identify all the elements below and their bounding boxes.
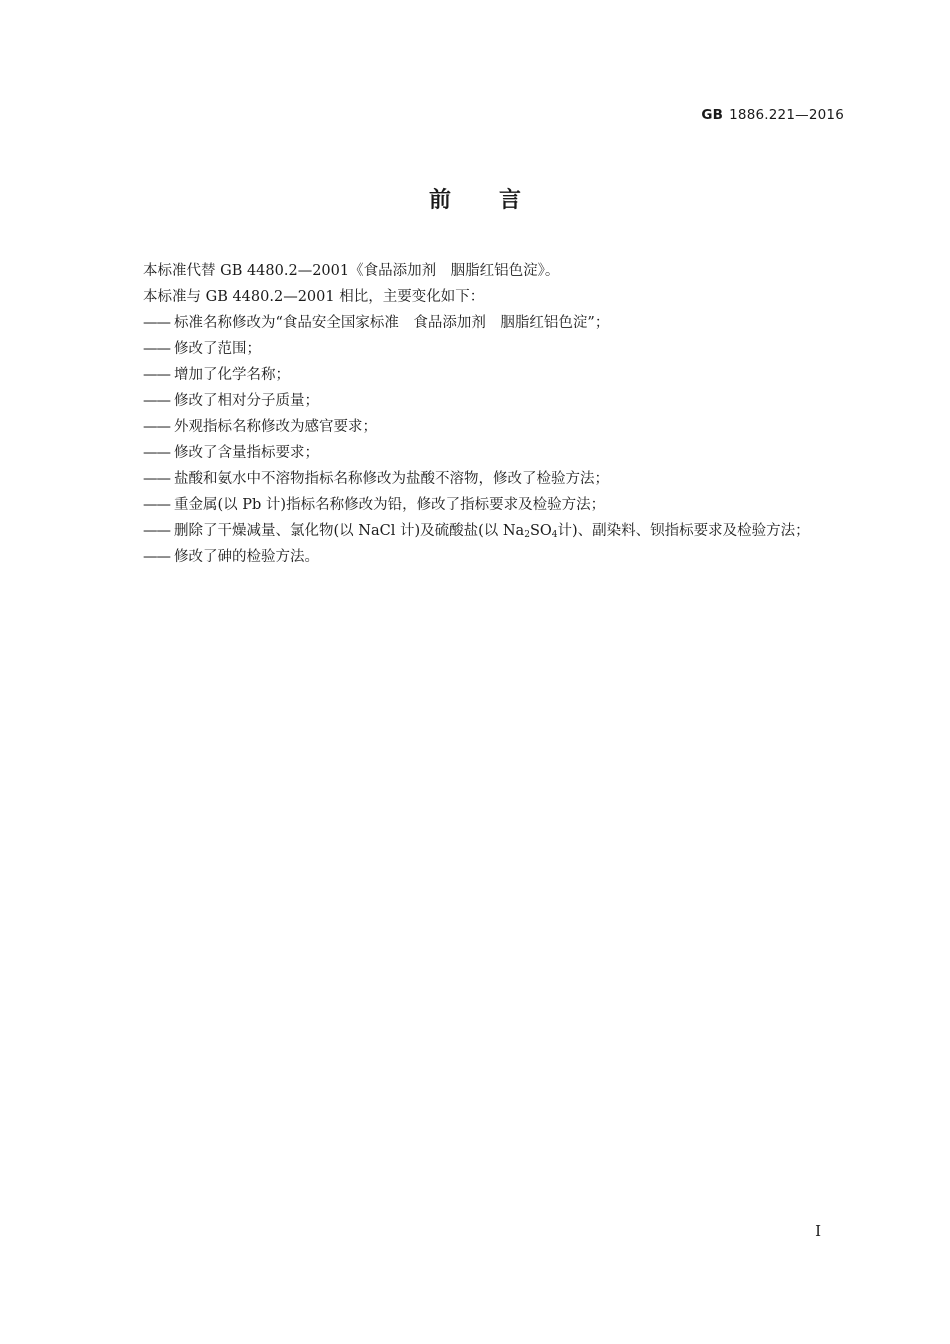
intro-line-2: 本标准与 GB 4480.2—2001 相比，主要变化如下：: [143, 289, 485, 305]
change-item: [143, 310, 845, 336]
dash-marker: ——: [143, 497, 170, 513]
change-item: [143, 492, 845, 518]
page-title: 前言: [428, 188, 569, 213]
change-item: [143, 466, 845, 492]
dash-marker: ——: [143, 471, 170, 487]
dash-marker: ——: [143, 549, 170, 565]
change-text: 修改了相对分子质量；: [174, 393, 319, 409]
change-item: [143, 414, 845, 440]
change-text: 增加了化学名称；: [174, 367, 290, 383]
change-item: [143, 440, 845, 466]
dash-marker: ——: [143, 523, 170, 539]
change-item: [143, 362, 845, 388]
standard-code-header: [701, 107, 844, 123]
subscript-2: 2: [524, 530, 530, 540]
dash-marker: ——: [143, 419, 170, 435]
change-text: [174, 518, 845, 544]
change-text: 重金属(以 Pb 计)指标名称修改为铅，修改了指标要求及检验方法；: [174, 497, 606, 513]
change-text-part3: 计)、副染料、钡指标要求及检验方法；: [557, 523, 810, 539]
standard-number: 1886.221—2016: [729, 107, 844, 123]
change-text-part2: SO: [529, 523, 552, 539]
change-item: [143, 388, 845, 414]
change-text: 外观指标名称修改为感官要求；: [174, 419, 377, 435]
change-item: [143, 544, 845, 570]
page-number: I: [815, 1222, 821, 1240]
change-text: 修改了砷的检验方法。: [174, 549, 319, 565]
foreword-body: [143, 258, 845, 570]
change-text: 盐酸和氨水中不溶物指标名称修改为盐酸不溶物，修改了检验方法；: [174, 471, 609, 487]
change-text: 标准名称修改为“食品安全国家标准 食品添加剂 胭脂红铝色淀”；: [174, 315, 610, 331]
gb-label: GB: [701, 107, 724, 123]
change-text-part1: 删除了干燥减量、氯化物(以 NaCl 计)及硫酸盐(以 Na: [174, 523, 525, 539]
change-item-wrapped: [143, 518, 845, 544]
change-text: 修改了含量指标要求；: [174, 445, 319, 461]
change-text: 修改了范围；: [174, 341, 261, 357]
dash-marker: ——: [143, 445, 170, 461]
dash-marker: ——: [143, 367, 170, 383]
intro-line-1: 本标准代替 GB 4480.2—2001《食品添加剂 胭脂红铝色淀》。: [143, 263, 560, 279]
dash-marker: ——: [143, 315, 170, 331]
dash-marker: ——: [143, 393, 170, 409]
dash-marker: ——: [143, 341, 170, 357]
change-item: [143, 336, 845, 362]
subscript-4: 4: [551, 530, 558, 540]
